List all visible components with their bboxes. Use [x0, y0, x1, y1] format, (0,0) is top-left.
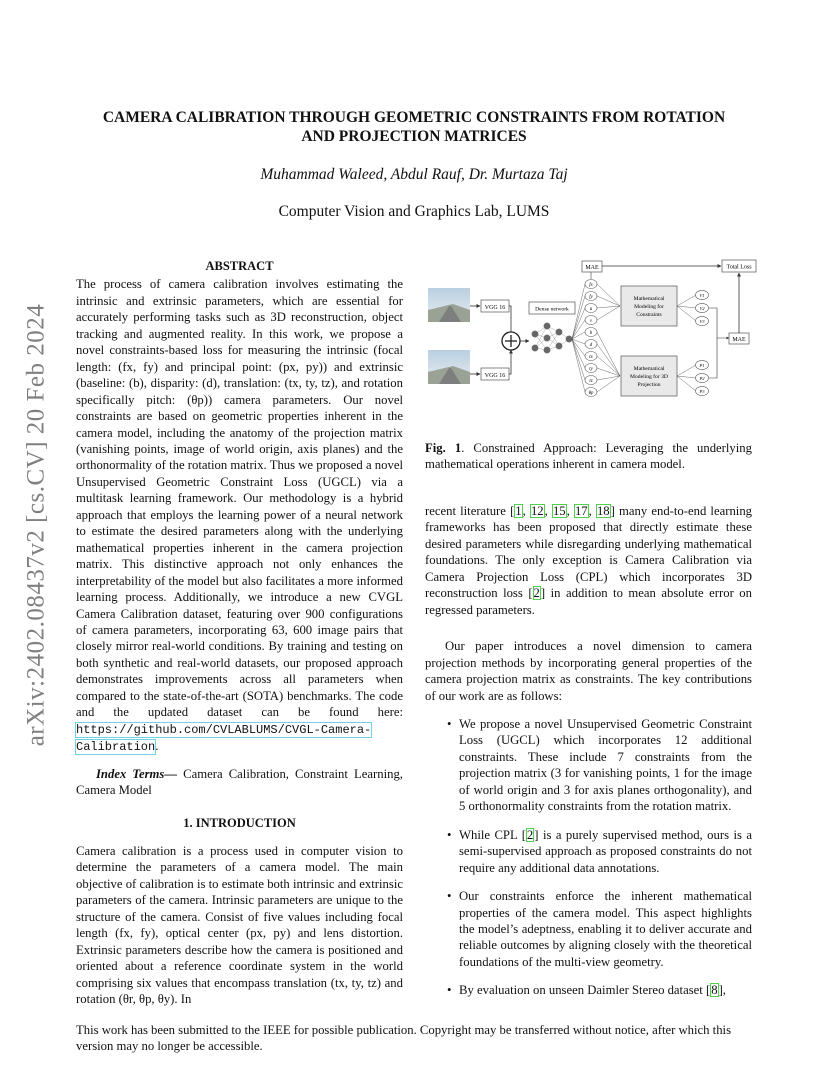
intro-continued: recent literature [1, 12, 15, 17, 18] many end-to-end learning frameworks has been proposed that directly estimate these desired parameters while disregarding underlying mathematical foundations. The only exception is Camera Calibration via Camera Projection Loss (CPL) which incorporates 3D reconstruction loss [2] in addition to mean absolute error on regressed parameters.: [425, 504, 753, 617]
param-label: θp: [588, 391, 594, 396]
intro-paragraph-2: Our paper introduces a novel dimension to camera projection methods by incorporating general properties of the camera projection matrix as constraints. The key contributions of our work are as follows:: [425, 639, 752, 703]
text-span: many end-to-end learning frameworks has been proposed that directly estimate these desired parameters while disregarding underlying mathematical foundations. The only exception is Camera Calibration via Camera Projection Loss (CPL) which incorporates 3D reconstruction loss: [425, 504, 753, 601]
footnote: This work has been submitted to the IEEE for possible publication. Copyright may be transferred without notice, after which this version may no longer be accessible.: [76, 1023, 732, 1054]
citation[interactable]: 12: [530, 504, 544, 518]
paper-title: [76, 108, 752, 146]
param-label: v: [589, 319, 593, 324]
total-loss-label: Total Loss: [726, 264, 752, 271]
citation[interactable]: 15: [552, 504, 566, 518]
box1-line1: Mathematical: [633, 296, 665, 302]
contributions-list: [425, 716, 752, 999]
citation[interactable]: 2: [526, 827, 534, 842]
mae-right-label: MAE: [732, 337, 746, 343]
param-label: b: [589, 331, 593, 336]
figure-1: [425, 258, 757, 414]
caption-label: Fig. 1: [425, 441, 462, 455]
citation[interactable]: 8: [711, 983, 718, 998]
projection-label: P1: [699, 363, 705, 368]
citation[interactable]: 18: [596, 504, 610, 518]
index-terms: [76, 766, 403, 799]
box2-line2: Modeling for 3D: [630, 374, 668, 380]
affiliation: Computer Vision and Graphics Lab, LUMS: [278, 203, 550, 220]
road-image-bottom: [428, 350, 470, 384]
intro-heading: 1. INTRODUCTION: [183, 815, 296, 830]
citation[interactable]: 17: [574, 504, 588, 518]
text-span: While CPL: [459, 827, 522, 842]
text-span: ,: [722, 983, 726, 998]
arxiv-stamp: [16, 290, 56, 760]
arxiv-id: arXiv:2402.08437v2 [cs.CV] 20 Feb 2024: [22, 303, 50, 747]
vgg-label-2: VGG 16: [484, 373, 506, 379]
list-item: • Our constraints enforce the inherent mathematical properties of the camera model. This aspect highlights the model’s adeptness, enabling it to deliver accurate and reliable outcomes by aligning closely with the theoretical foundations of the multi-view geometry.: [425, 888, 752, 970]
abstract-body: [76, 276, 403, 755]
box1-line2: Modeling for: [634, 304, 664, 310]
constraint-label: V2: [699, 306, 705, 311]
text-span: By evaluation on unseen Daimler Stereo dataset: [459, 983, 706, 998]
title-line-2: AND PROJECTION MATRICES: [301, 128, 527, 145]
title-line-1: CAMERA CALIBRATION THROUGH GEOMETRIC CONSTRAINTS FROM ROTATION: [102, 109, 726, 126]
constraint-label: V3: [699, 319, 705, 324]
param-nodes: [585, 280, 597, 397]
box1-line3: Constraints: [636, 312, 662, 318]
right-column: [425, 503, 752, 1011]
left-column: [76, 258, 403, 1007]
box2-line3: Projection: [637, 382, 661, 388]
param-label: ty: [589, 367, 593, 372]
abstract-heading: ABSTRACT: [205, 259, 274, 273]
github-link[interactable]: https://github.com/CVLABLUMS/CVGL-Camera-Calibration: [76, 722, 372, 755]
param-label: fx: [589, 283, 593, 288]
vgg-label-1: VGG 16: [484, 305, 506, 311]
citation[interactable]: 1: [515, 504, 522, 518]
list-item: • While CPL [2] is a purely supervised method, ours is a semi-supervised approach as proposed constraints do not require any additional data annotations.: [425, 827, 752, 876]
figure-caption: [425, 440, 752, 473]
param-label: tx: [589, 355, 593, 360]
dense-network-label: Dense network: [535, 306, 569, 313]
text-span: in addition to mean absolute error on regressed parameters.: [425, 586, 752, 617]
authors: Muhammad Waleed, Abdul Rauf, Dr. Murtaza Taj: [260, 166, 568, 183]
param-label: d: [589, 343, 593, 348]
index-terms-text: Camera Calibration, Constraint Learning, Camera Model: [76, 766, 403, 798]
text-span: recent literature: [425, 504, 511, 518]
box2-line1: Mathematical: [633, 366, 665, 372]
figure-diagram: [425, 258, 757, 414]
param-label: fy: [589, 295, 593, 300]
text-span: is a purely supervised method, ours is a semi-supervised approach as proposed constraints do not require any additional data annotations.: [459, 827, 752, 875]
road-image-top: [428, 288, 470, 322]
projection-label: P3: [699, 389, 705, 394]
list-item: • We propose a novel Unsupervised Geometric Constraint Loss (UGCL) which incorporates 12 additional constraints. These include 7 constraints from the projection matrix (3 for vanishing points, 1 for the image of world origin and 3 for axis planes orthogonality), and 5 orthonormality constraints from the rotation matrix.: [425, 716, 752, 815]
param-label: u: [589, 307, 593, 312]
citation[interactable]: 2: [533, 586, 540, 601]
index-terms-label: Index Terms—: [96, 766, 178, 781]
mae-top-label: MAE: [585, 265, 599, 271]
abstract-text: The process of camera calibration involves estimating the intrinsic and extrinsic parameters, which are essential for accurately performing tasks such as 3D reconstruction, object tracking and augmented reality. In this work, we propose a novel constraints-based loss for measuring the intrinsic (focal length: (fx, fy) and principal point: (px, py)) and extrinsic (baseline: (b), disparity: (d), translation: (tx, ty, tz), and rotation specifically pitch: (θp)) camera parameters. Our novel constraints are based on geometric properties inherent in the camera model, including the anatomy of the projection matrix (vanishing points, image of world origin, axis planes) and the orthonormality of the rotation matrix. Thus we proposed a novel Unsupervised Geometric Constraint Loss (UGCL) via a multitask learning framework. Our methodology is a hybrid approach that employs the learning power of a neural network to estimate the desired parameters along with the underlying mathematical properties inherent in the camera projection matrix. This distinctive approach not only enhances the interpretability of the model but also facilitates a more informed learning process. Additionally, we introduce a new CVGL Camera Calibration dataset, featuring over 900 configurations of camera parameters, incorporating 63, 600 image pairs that closely mirror real-world conditions. By training and testing on both synthetic and real-world datasets, our proposed approach demonstrates improvements across all parameters when compared to the state-of-the-art (SOTA) benchmarks. The code and the updated dataset can be found here:: [76, 277, 403, 720]
list-item: • By evaluation on unseen Daimler Stereo dataset [8],: [425, 982, 752, 998]
abstract-link-end: .: [155, 739, 159, 754]
intro-text: Camera calibration is a process used in computer vision to determine the parameters of a camera model. The main objective of calibration is to estimate both intrinsic and extrinsic parameters of the camera. Intrinsic parameters are unique to the structure of the camera. Consist of five values including focal length (fx, fy), optical center (px, py) and lens distortion. Extrinsic parameters describe how the camera is positioned and oriented about a reference coordinate system in the world comprising six values that encompass translation (tx, ty, tz) and rotation (θr, θp, θy). In: [76, 843, 403, 1007]
projection-label: P2: [699, 376, 705, 381]
constraint-label: V1: [699, 293, 705, 298]
neural-network-icon: [532, 323, 573, 354]
constraint-nodes: [696, 290, 709, 395]
param-label: tz: [589, 379, 593, 384]
caption-text: . Constrained Approach: Leveraging the underlying mathematical operations inherent in camera model.: [425, 441, 752, 472]
